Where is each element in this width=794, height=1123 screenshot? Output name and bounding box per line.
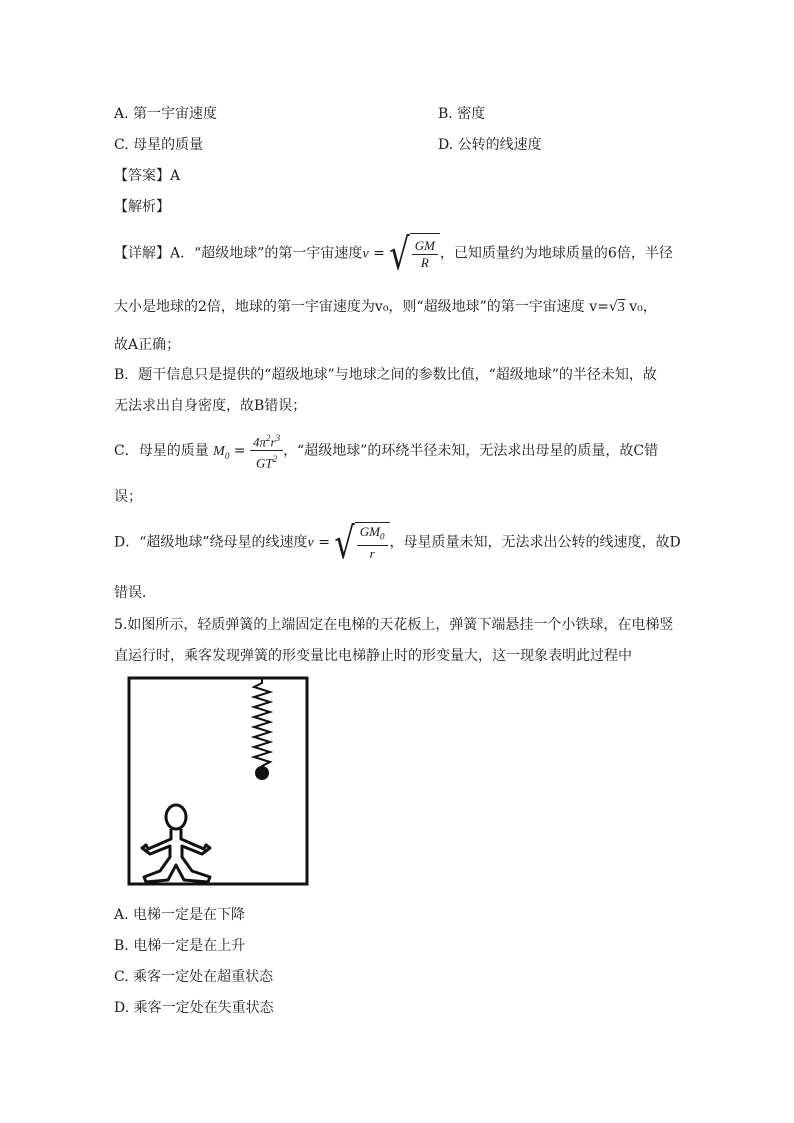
elevator-figure [126,675,310,887]
formula-v-eq-d: v [307,535,314,551]
detail-d-line1: D．“超级地球”绕母星的线速度v = √ $\frac{GM_0}{r}$ ，母星质量未知，无法求出公转的线速度，故D [114,517,681,569]
formula-v-eq: v [362,246,369,262]
detail-d-line2: 错误． [114,585,156,601]
formula-m0-frac: $\frac{4\pi^2r^3}{GT^2}$ [250,430,283,472]
detail-b-line2: 无法求出自身密度，故B错误； [114,398,307,414]
q4-option-d: D. 公转的线速度 [438,137,542,153]
formula-sqrt3: √3 [608,299,625,315]
q4-option-b: B. 密度 [438,106,486,122]
q5-option-d: D. 乘客一定处在失重状态 [114,1000,274,1016]
spring-coil [254,678,270,769]
q4-option-c: C. 母星的质量 [114,137,204,153]
detail-a-post: ，已知质量约为地球质量的6倍，半径 [439,245,673,262]
q5-stem-line1: 5.如图所示，轻质弹簧的上端固定在电梯的天花板上，弹簧下端悬挂一个小铁球，在电梯竖 [114,617,674,633]
q5-option-a: A. 电梯一定是在下降 [114,907,246,923]
detail-c-line1: C．母星的质量 $M_0$ = $\frac{4\pi^2r^3}{GT^2}$ ，“超级地球”的环绕半径未知，无法求出母星的质量，故C错 [114,430,658,476]
q5-option-c: C. 乘客一定处在超重状态 [114,969,274,985]
detail-a-pre: 【详解】A．“超级地球”的第一宇宙速度 [114,245,363,262]
q5-stem-line2: 直运行时，乘客发现弹簧的形变量比电梯静止时的形变量大，这一现象表明此过程中 [114,648,632,664]
iron-ball [255,766,269,780]
detail-a-line2: 大小是地球的2倍，地球的第一宇宙速度为v₀，则“超级地球”的第一宇宙速度 v=√3 v₀， [114,299,657,315]
detail-a-line1: 【详解】A．“超级地球”的第一宇宙速度v = √ $\frac{GM}{R}$ ，已知质量约为地球质量的6倍，半径 [114,228,673,280]
formula-m0: $M_0$ [213,443,230,461]
q4-option-a: A. 第一宇宙速度 [114,106,218,122]
detail-a-line3: 故A正确； [114,337,181,353]
passenger-figure [142,805,210,882]
formula-sqrt-gm0-r: √ $\frac{GM_0}{r}$ [334,522,389,563]
answer-line: 【答案】A [114,168,181,184]
detail-b-line1: B．题干信息只是提供的“超级地球”与地球之间的参数比值，“超级地球”的半径未知，故 [114,367,657,383]
detail-c-line2: 误； [114,489,142,505]
analysis-label: 【解析】 [114,199,170,215]
q5-option-b: B. 电梯一定是在上升 [114,938,246,954]
formula-sqrt-gm-r: √ $\frac{GM}{R}$ [389,233,440,274]
